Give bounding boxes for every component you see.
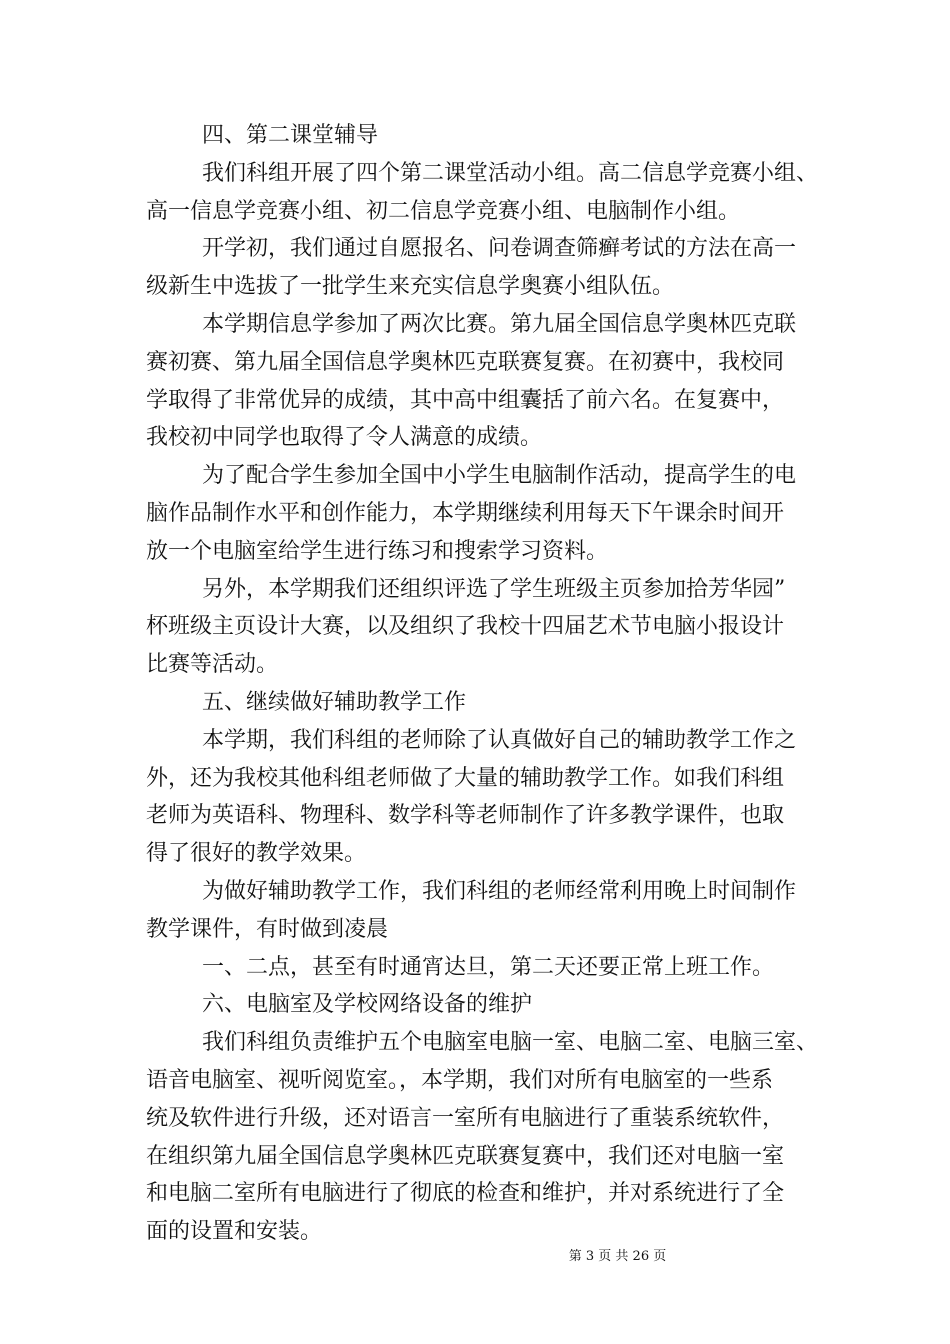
paragraph-line: 学取得了非常优异的成绩，其中高中组囊括了前六名。在复赛中， bbox=[146, 387, 785, 413]
paragraph-line: 教学课件，有时做到凌晨 bbox=[146, 916, 389, 942]
section-heading: 五、继续做好辅助教学工作 bbox=[202, 689, 467, 715]
paragraph-line: 语音电脑室、视听阅览室。，本学期，我们对所有电脑室的一些系 bbox=[146, 1067, 774, 1093]
paragraph-line: 为做好辅助教学工作，我们科组的老师经常利用晚上时间制作 bbox=[202, 878, 797, 904]
paragraph-line: 一、二点，甚至有时通宵达旦，第二天还要正常上班工作。 bbox=[202, 954, 775, 980]
paragraph-line: 赛初赛、第九届全国信息学奥林匹克联赛复赛。在初赛中，我校同 bbox=[146, 349, 785, 375]
paragraph-line: 和电脑二室所有电脑进行了彻底的检查和维护，并对系统进行了全 bbox=[146, 1181, 785, 1207]
page-footer bbox=[0, 1248, 950, 1266]
paragraph-line: 放一个电脑室给学生进行练习和搜索学习资料。 bbox=[146, 538, 609, 564]
section-heading: 六、电脑室及学校网络设备的维护 bbox=[202, 992, 533, 1018]
paragraph-line: 我校初中同学也取得了令人满意的成绩。 bbox=[146, 425, 543, 451]
paragraph-line: 杯班级主页设计大赛，以及组织了我校十四届艺术节电脑小报设计 bbox=[146, 614, 785, 640]
paragraph-line: 外，还为我校其他科组老师做了大量的辅助教学工作。如我们科组 bbox=[146, 765, 785, 791]
paragraph-line: 在组织第九届全国信息学奥林匹克联赛复赛中，我们还对电脑一室 bbox=[146, 1143, 785, 1169]
page-number: 第 3 页 共 26 页 bbox=[568, 1249, 667, 1264]
paragraph-line: 高一信息学竞赛小组、初二信息学竞赛小组、电脑制作小组。 bbox=[146, 198, 741, 224]
document-body bbox=[146, 117, 826, 1251]
paragraph-line: 比赛等活动。 bbox=[146, 652, 279, 678]
paragraph-line: 老师为英语科、物理科、数学科等老师制作了许多教学课件，也取 bbox=[146, 803, 785, 829]
paragraph-line: 为了配合学生参加全国中小学生电脑制作活动，提高学生的电 bbox=[202, 463, 797, 489]
paragraph-line: 级新生中选拔了一批学生来充实信息学奥赛小组队伍。 bbox=[146, 274, 675, 300]
paragraph-line: 面的设置和安装。 bbox=[146, 1219, 323, 1245]
paragraph-line: 本学期，我们科组的老师除了认真做好自己的辅助教学工作之 bbox=[202, 727, 797, 753]
paragraph-line: 我们科组开展了四个第二课堂活动小组。高二信息学竞赛小组、 bbox=[202, 160, 819, 186]
paragraph-line: 我们科组负责维护五个电脑室电脑一室、电脑二室、电脑三室、 bbox=[202, 1030, 819, 1056]
section-heading: 四、第二课堂辅导 bbox=[202, 123, 379, 148]
paragraph-line: 统及软件进行升级，还对语言一室所有电脑进行了重装系统软件， bbox=[146, 1105, 785, 1131]
paragraph-line: 脑作品制作水平和创作能力，本学期继续利用每天下午课余时间开 bbox=[146, 500, 785, 526]
paragraph-line: 另外，本学期我们还组织评选了学生班级主页参加拾芳华园” bbox=[202, 576, 786, 602]
paragraph-line: 得了很好的教学效果。 bbox=[146, 841, 367, 867]
paragraph-line: 本学期信息学参加了两次比赛。第九届全国信息学奥林匹克联 bbox=[202, 311, 797, 337]
paragraph-line: 开学初，我们通过自愿报名、问卷调查筛癣考试的方法在高一 bbox=[202, 236, 797, 262]
